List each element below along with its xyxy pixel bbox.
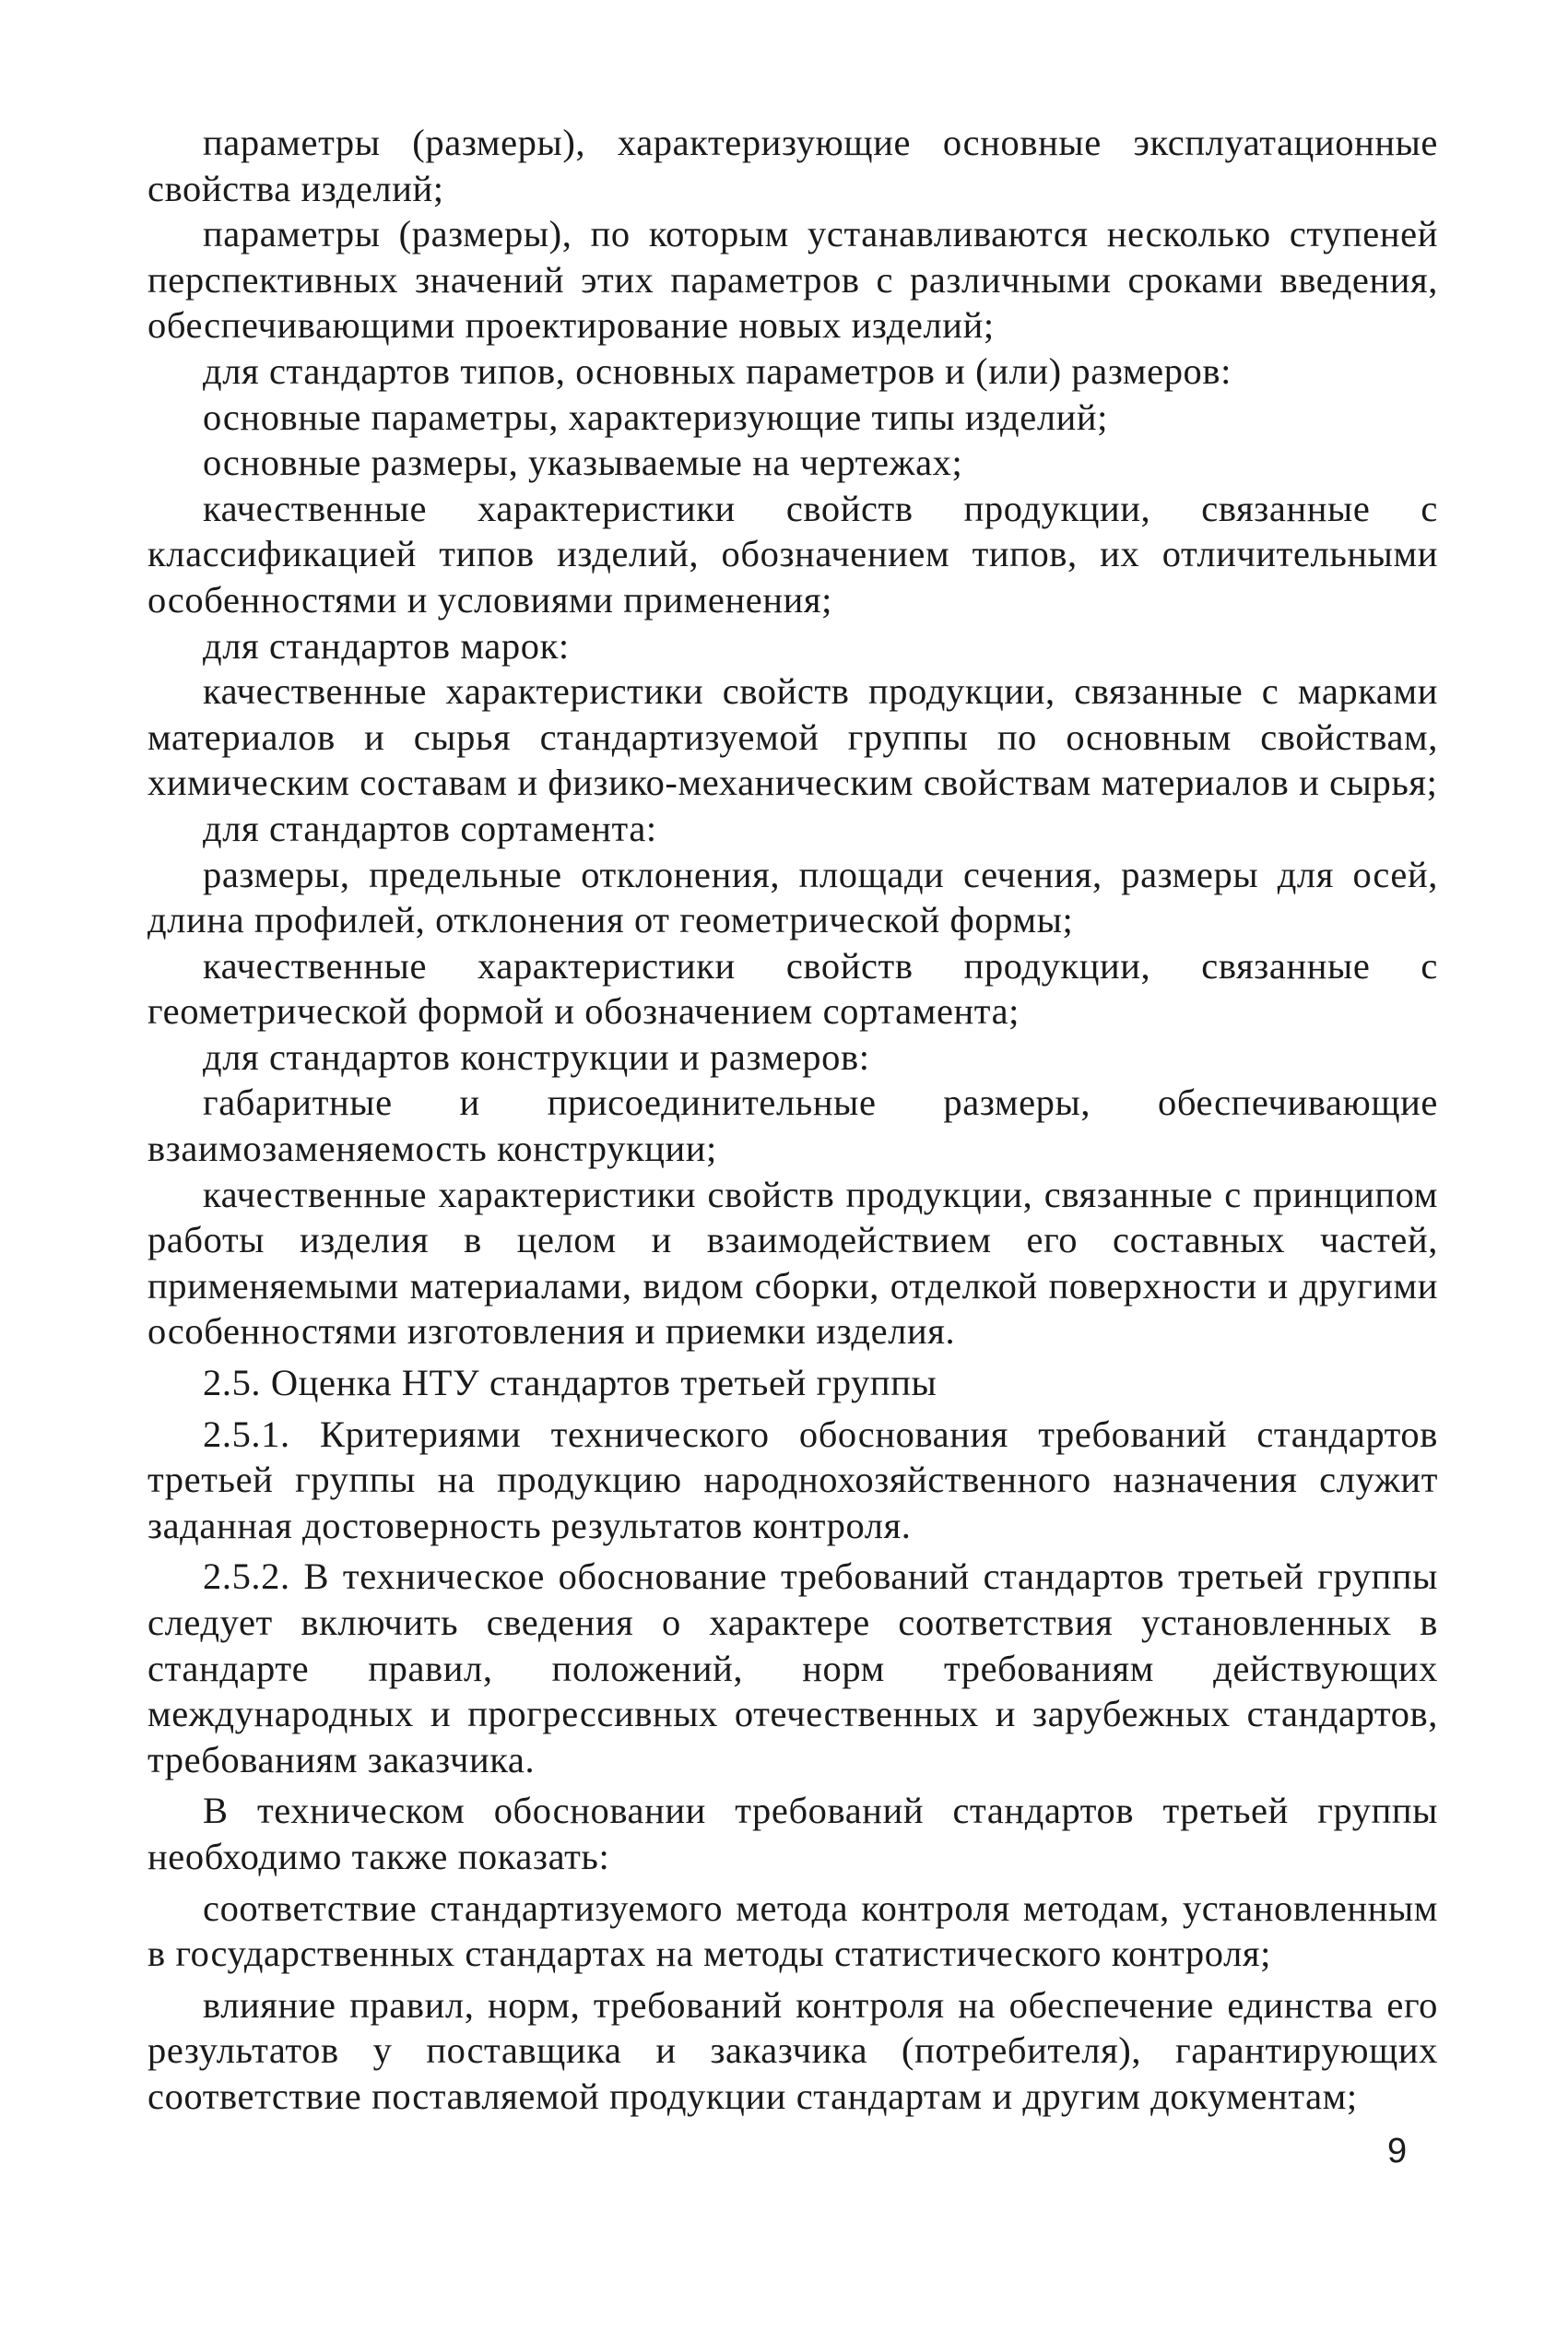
paragraph: качественные характеристики свойств продукции, связанные с классификацией типов изделий, обозначением типов, их отличительными особенностями и условиями применения; [147,487,1438,621]
paragraph: В техническом обосновании требований стандартов третьей группы необходимо также показать: [147,1790,1438,1877]
paragraph: соответствие стандартизуемого метода контроля методам, установленным в государственных стандартах на методы статистического контроля; [147,1886,1438,1975]
paragraph: габаритные и присоединительные размеры, обеспечивающие взаимозаменяемость конструкции; [147,1082,1438,1170]
paragraph: 2.5.1. Критериями технического обоснования требований стандартов третьей группы на продукцию народнохозяйственного назначения служит заданная достоверность результатов контроля. [147,1413,1438,1546]
paragraph: для стандартов типов, основных параметров и (или) размеров: [203,349,1232,392]
paragraph: для стандартов сортамента: [203,807,657,849]
paragraph: 2.5.2. В техническое обоснование требований стандартов третьей группы следует включить сведения о характере соответствия установленных в стандарте правил, положений, норм требованиям действующих международных и прогрессивных отечественных и зарубежных стандартов, требованиям заказчика. [147,1555,1438,1780]
page-number: 9 [1387,2132,1408,2170]
paragraph: параметры (размеры), характеризующие основные эксплуатационные свойства изделий; [147,122,1438,209]
paragraph: основные параметры, характеризующие типы изделий; [203,396,1109,438]
paragraph: влияние правил, норм, требований контроля на обеспечение единства его результатов у поставщика и заказчика (потребителя), гарантирующих соответствие поставляемой продукции стандартам и другим документам; [147,1983,1438,2117]
paragraph: для стандартов конструкции и размеров: [203,1035,870,1078]
paragraph: размеры, предельные отклонения, площади сечения, размеры для осей, длина профилей, отклонения от геометрической формы; [147,853,1438,941]
body-text [147,120,1438,2120]
paragraph: основные размеры, указываемые на чертежах; [203,442,963,484]
paragraph: качественные характеристики свойств продукции, связанные с марками материалов и сырья стандартизуемой группы по основным свойствам, химическим составам и физико-механическим свойствам материалов и сырья; [147,670,1438,804]
paragraph: параметры (размеры), по которым устанавливаются несколько ступеней перспективных значений этих параметров с различными сроками введения, обеспечивающими проектирование новых изделий; [147,213,1438,347]
section-heading: 2.5. Оценка НТУ стандартов третьей группы [203,1362,937,1404]
paragraph: для стандартов марок: [203,624,570,667]
paragraph: качественные характеристики свойств продукции, связанные с геометрической формой и обозначением сортамента; [147,944,1438,1033]
paragraph: качественные характеристики свойств продукции, связанные с принципом работы изделия в целом и взаимодействием его составных частей, применяемыми материалами, видом сборки, отделкой поверхности и другими особенностями изготовления и приемки изделия. [147,1173,1438,1353]
